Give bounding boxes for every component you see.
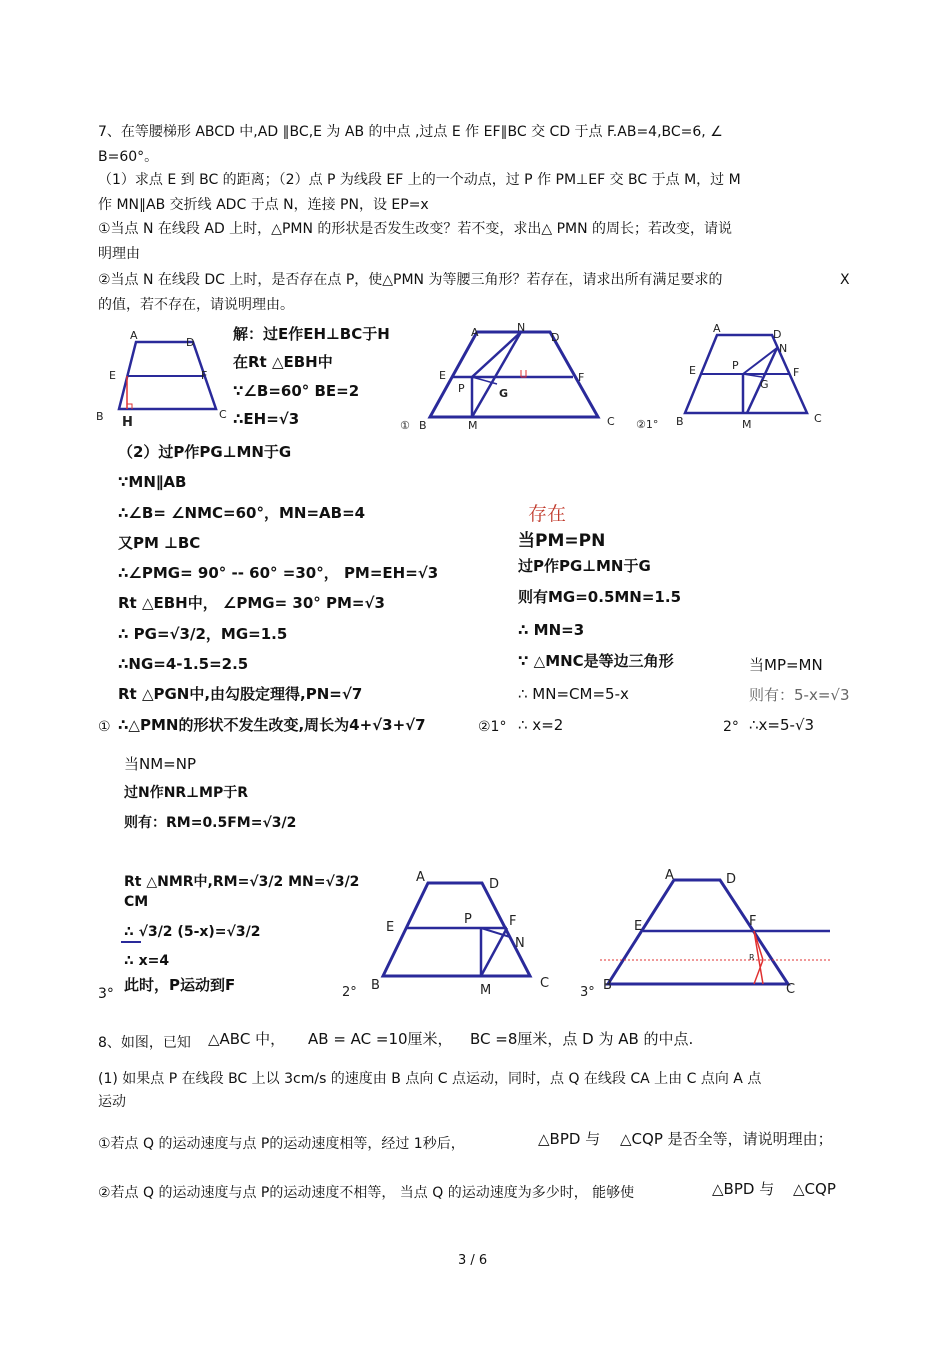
label-b: B (676, 415, 684, 428)
sol2-line10: ∴△PMN的形状不发生改变,周长为4+√3+√7 (118, 716, 426, 734)
q7-line7: ②当点 N 在线段 DC 上时，是否存在点 P，使△PMN 为等腰三角形？若存在，请求出所有满足要求的 (98, 272, 723, 288)
sol1-line2: 在Rt △EBH中 (233, 353, 333, 371)
sol3-line4: ∴ MN=3 (518, 621, 585, 639)
sol2-line2: ∵MN∥AB (118, 473, 187, 491)
label-d: D (186, 336, 195, 349)
sol3-line6: ∴ MN=CM=5-x (518, 685, 629, 703)
label-n: N (779, 342, 788, 355)
sol2-tag: ① (98, 719, 111, 735)
sol3-exists: 存在 (528, 503, 567, 525)
q8-line5a: ②若点 Q 的运动速度与点 P的运动速度不相等， 当点 Q 的运动速度为多少时， 能够使 (98, 1185, 635, 1201)
sol5-line1: 当NM=NP (124, 755, 196, 773)
figure-trapezoid-1 (400, 322, 625, 437)
q8-line5b: △BPD 与 (712, 1180, 775, 1198)
label-f: F (201, 369, 208, 382)
label-c: C (219, 408, 227, 421)
label-e: E (634, 919, 643, 934)
label-c: C (786, 982, 796, 997)
sol2-line7: ∴ PG=√3/2，MG=1.5 (118, 625, 288, 643)
q7-line1: 7、在等腰梯形 ABCD 中,AD ∥BC,E 为 AB 的中点 ,过点 E 作 EF∥BC 交 CD 于点 F.AB=4,BC=6, ∠ (98, 124, 723, 140)
label-e: E (689, 364, 696, 377)
label-d: D (773, 328, 782, 341)
sol1-line3: ∵∠B=60° BE=2 (233, 382, 360, 400)
label-r: R (749, 953, 755, 962)
label-d: D (726, 872, 737, 887)
q8-line5c: △CQP (793, 1180, 836, 1198)
figure-tag: 2° (342, 985, 357, 1000)
sol3-tag: ②1° (478, 719, 507, 735)
label-b: B (96, 410, 104, 423)
label-a: A (416, 870, 425, 885)
sol4-line1: 当MP=MN (749, 656, 823, 674)
sol3-line3: 则有MG=0.5MN=1.5 (518, 588, 682, 606)
sol2-line3: ∴∠B= ∠NMC=60°，MN=AB=4 (118, 504, 366, 522)
sol2-line4: 又PM ⊥BC (118, 534, 201, 552)
sol3-line7: ∴ x=2 (518, 716, 564, 734)
label-b: B (371, 978, 380, 993)
q7-line2: B=60°。 (98, 149, 159, 165)
figure-trapezoid-2 (636, 322, 836, 437)
q7-line5: ①当点 N 在线段 AD 上时，△PMN 的形状是否发生改变？若不变，求出△ PMN 的周长；若改变，请说 (98, 221, 733, 237)
label-f: F (509, 914, 517, 929)
label-f: F (578, 371, 585, 384)
figure-tag: ① (400, 419, 410, 432)
label-b: B (603, 978, 612, 993)
label-e: E (386, 920, 395, 935)
sol1-line4: ∴EH=√3 (233, 410, 300, 428)
label-m: M (480, 983, 492, 998)
sol3-line5: ∵ △MNC是等边三角形 (518, 652, 674, 670)
label-g: G (760, 378, 769, 391)
label-h: H (122, 415, 133, 430)
sol2-line6: Rt △EBH中， ∠PMG= 30° PM=√3 (118, 594, 385, 612)
sol5-underline (121, 941, 141, 943)
q7-line4: 作 MN∥AB 交折线 ADC 于点 N，连接 PN，设 EP=x (98, 197, 429, 213)
q7-line6: 明理由 (98, 246, 140, 262)
q7-line8: 的值，若不存在，请说明理由。 (98, 297, 294, 313)
sol5-line5: CM (124, 894, 149, 910)
sol5-line4: Rt △NMR中,RM=√3/2 MN=√3/2 (124, 874, 360, 890)
q8-line1d: BC =8厘米，点 D 为 AB 的中点. (470, 1030, 694, 1048)
label-g: G (499, 387, 509, 400)
sol2-line5: ∴∠PMG= 90° -- 60° =30°， PM=EH=√3 (118, 564, 439, 582)
sol2-line9: Rt △PGN中,由勾股定理得,PN=√7 (118, 685, 363, 703)
sol4-line3: ∴x=5-√3 (749, 716, 815, 734)
label-c: C (814, 412, 822, 425)
q8-line1c: AB = AC =10厘米， (308, 1030, 453, 1048)
label-b: B (419, 419, 427, 432)
figure-tag: ②1° (636, 418, 659, 431)
figure-trapezoid-3 (340, 865, 560, 1000)
label-a: A (665, 868, 674, 883)
label-p: P (732, 359, 739, 372)
label-p: P (464, 912, 472, 927)
sol3-line2: 过P作PG⊥MN于G (518, 557, 651, 575)
label-a: A (130, 329, 138, 342)
sol5-line8: 此时，P运动到F (124, 976, 236, 994)
label-a: A (713, 322, 721, 335)
sol5-line6: ∴ √3/2 (5-x)=√3/2 (124, 924, 261, 940)
label-c: C (607, 415, 615, 428)
label-a: A (471, 326, 479, 339)
label-n: N (517, 321, 526, 334)
label-p: P (458, 382, 465, 395)
sol2-line1: （2）过P作PG⊥MN于G (118, 443, 292, 461)
label-m: M (742, 418, 752, 431)
label-d: D (489, 877, 500, 892)
q8-line1a: 8、如图，已知 (98, 1035, 191, 1051)
sol5-line7: ∴ x=4 (124, 953, 170, 969)
sol2-line8: ∴NG=4-1.5=2.5 (118, 655, 249, 673)
label-f: F (749, 914, 757, 929)
figure-trapezoid-4 (578, 865, 838, 1000)
label-m: M (468, 419, 478, 432)
q8-line4c: △CQP 是否全等，请说明理由； (620, 1130, 833, 1148)
q7-line7-x: X (840, 272, 850, 288)
figure-tag: 3° (580, 985, 595, 1000)
sol5-line2: 过N作NR⊥MP于R (124, 785, 248, 801)
sol1-line1: 解：过E作EH⊥BC于H (233, 325, 390, 343)
label-e: E (109, 369, 116, 382)
label-d: D (551, 331, 560, 344)
q8-line2: (1) 如果点 P 在线段 BC 上以 3cm/s 的速度由 B 点向 C 点运动，同时，点 Q 在线段 CA 上由 C 点向 A 点 (98, 1071, 762, 1087)
q8-line4a: ①若点 Q 的运动速度与点 P的运动速度相等，经过 1秒后， (98, 1136, 465, 1152)
page-number: 3 / 6 (458, 1253, 488, 1268)
q8-line4b: △BPD 与 (538, 1130, 601, 1148)
label-c: C (540, 976, 550, 991)
label-e: E (439, 369, 446, 382)
sol3-line1: 当PM=PN (518, 531, 606, 551)
label-f: F (793, 366, 800, 379)
q8-line3: 运动 (98, 1094, 126, 1110)
sol4-tag: 2° (723, 719, 739, 735)
q8-line1b: △ABC 中， (208, 1030, 286, 1048)
figure-trapezoid-h (95, 330, 230, 430)
q7-line3: （1）求点 E 到 BC 的距离；（2）点 P 为线段 EF 上的一个动点，过 P 作 PM⊥EF 交 BC 于点 M，过 M (98, 172, 741, 188)
sol4-line2: 则有：5-x=√3 (749, 686, 850, 704)
sol5-line3: 则有：RM=0.5FM=√3/2 (124, 815, 297, 831)
sol5-tag: 3° (98, 986, 114, 1002)
label-n: N (515, 936, 525, 951)
